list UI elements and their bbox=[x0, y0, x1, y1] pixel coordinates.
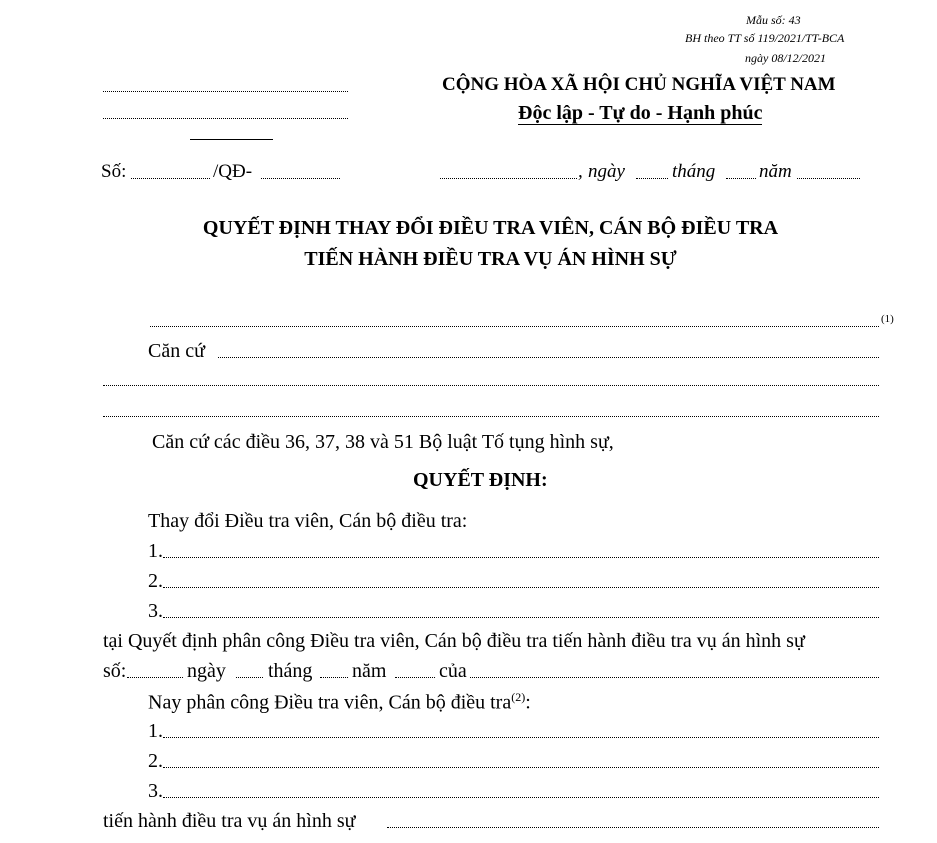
footnote-2: (2) bbox=[511, 690, 526, 704]
national-motto: Độc lập - Tự do - Hạnh phúc bbox=[518, 102, 763, 124]
legal-basis: Căn cứ các điều 36, 37, 38 và 51 Bộ luật Tố tụng hình sự, bbox=[152, 431, 614, 453]
title-line-1: QUYẾT ĐỊNH THAY ĐỔI ĐIỀU TRA VIÊN, CÁN BỘ ĐIỀU TRA bbox=[202, 217, 779, 239]
decision-year-blank[interactable] bbox=[395, 677, 435, 678]
day-blank[interactable] bbox=[636, 178, 668, 179]
new-officer-1-label: 1. bbox=[148, 720, 163, 742]
assign-line-text: Nay phân công Điều tra viên, Cán bộ điều tra bbox=[148, 691, 512, 714]
form-issued-date: ngày 08/12/2021 bbox=[745, 51, 826, 65]
assign-line-colon: : bbox=[525, 691, 531, 714]
change-line: Thay đổi Điều tra viên, Cán bộ điều tra: bbox=[148, 510, 468, 532]
agency-line-2[interactable] bbox=[103, 118, 348, 119]
old-officer-3-label: 3. bbox=[148, 600, 163, 622]
basis-line-2[interactable] bbox=[218, 357, 879, 358]
so-blank[interactable] bbox=[131, 178, 210, 179]
qd-suffix-blank[interactable] bbox=[261, 178, 340, 179]
decision-nam-label: năm bbox=[352, 660, 387, 682]
old-officer-1-blank[interactable] bbox=[163, 557, 879, 558]
form-issued-by: BH theo TT số 119/2021/TT-BCA bbox=[685, 31, 845, 45]
can-cu-label: Căn cứ bbox=[148, 340, 205, 362]
basis-line-3[interactable] bbox=[103, 385, 879, 386]
footnote-1: (1) bbox=[881, 313, 894, 325]
new-officer-2-label: 2. bbox=[148, 750, 163, 772]
country-name: CỘNG HÒA XÃ HỘI CHỦ NGHĨA VIỆT NAM bbox=[442, 74, 836, 95]
decision-issuer-blank[interactable] bbox=[470, 677, 879, 678]
old-officer-2-label: 2. bbox=[148, 570, 163, 592]
assign-line bbox=[148, 690, 531, 715]
title-line-2: TIẾN HÀNH ĐIỀU TRA VỤ ÁN HÌNH SỰ bbox=[304, 248, 677, 270]
decision-ngay-label: ngày bbox=[187, 660, 226, 682]
basis-line-1[interactable] bbox=[150, 326, 879, 327]
date-comma: , bbox=[578, 161, 583, 182]
new-officer-1-blank[interactable] bbox=[163, 737, 879, 738]
thang-label: tháng bbox=[672, 161, 716, 182]
conduct-line: tiến hành điều tra vụ án hình sự bbox=[103, 810, 356, 832]
new-officer-2-blank[interactable] bbox=[163, 767, 879, 768]
old-officer-3-blank[interactable] bbox=[163, 617, 879, 618]
decision-so-blank[interactable] bbox=[127, 677, 183, 678]
at-decision-line: tại Quyết định phân công Điều tra viên, Cán bộ điều tra tiến hành điều tra vụ án hình sự bbox=[103, 630, 805, 652]
decision-month-blank[interactable] bbox=[320, 677, 348, 678]
agency-line-1[interactable] bbox=[103, 91, 348, 92]
old-officer-2-blank[interactable] bbox=[163, 587, 879, 588]
case-name-blank[interactable] bbox=[387, 827, 879, 828]
month-blank[interactable] bbox=[726, 178, 756, 179]
agency-underline bbox=[190, 139, 273, 140]
old-officer-1-label: 1. bbox=[148, 540, 163, 562]
nam-label: năm bbox=[759, 161, 792, 182]
so-label: Số: bbox=[101, 161, 127, 182]
form-number: Mẫu số: 43 bbox=[746, 13, 801, 27]
decision-thang-label: tháng bbox=[268, 660, 313, 682]
new-officer-3-label: 3. bbox=[148, 780, 163, 802]
basis-line-4[interactable] bbox=[103, 416, 879, 417]
ngay-label: ngày bbox=[588, 161, 625, 182]
new-officer-3-blank[interactable] bbox=[163, 797, 879, 798]
decision-so-label: số: bbox=[103, 660, 127, 682]
place-blank[interactable] bbox=[440, 178, 577, 179]
decision-day-blank[interactable] bbox=[236, 677, 263, 678]
qd-label: /QĐ- bbox=[213, 161, 253, 182]
decision-cua-label: của bbox=[439, 660, 467, 682]
decision-heading: QUYẾT ĐỊNH: bbox=[413, 469, 548, 491]
year-blank[interactable] bbox=[797, 178, 860, 179]
